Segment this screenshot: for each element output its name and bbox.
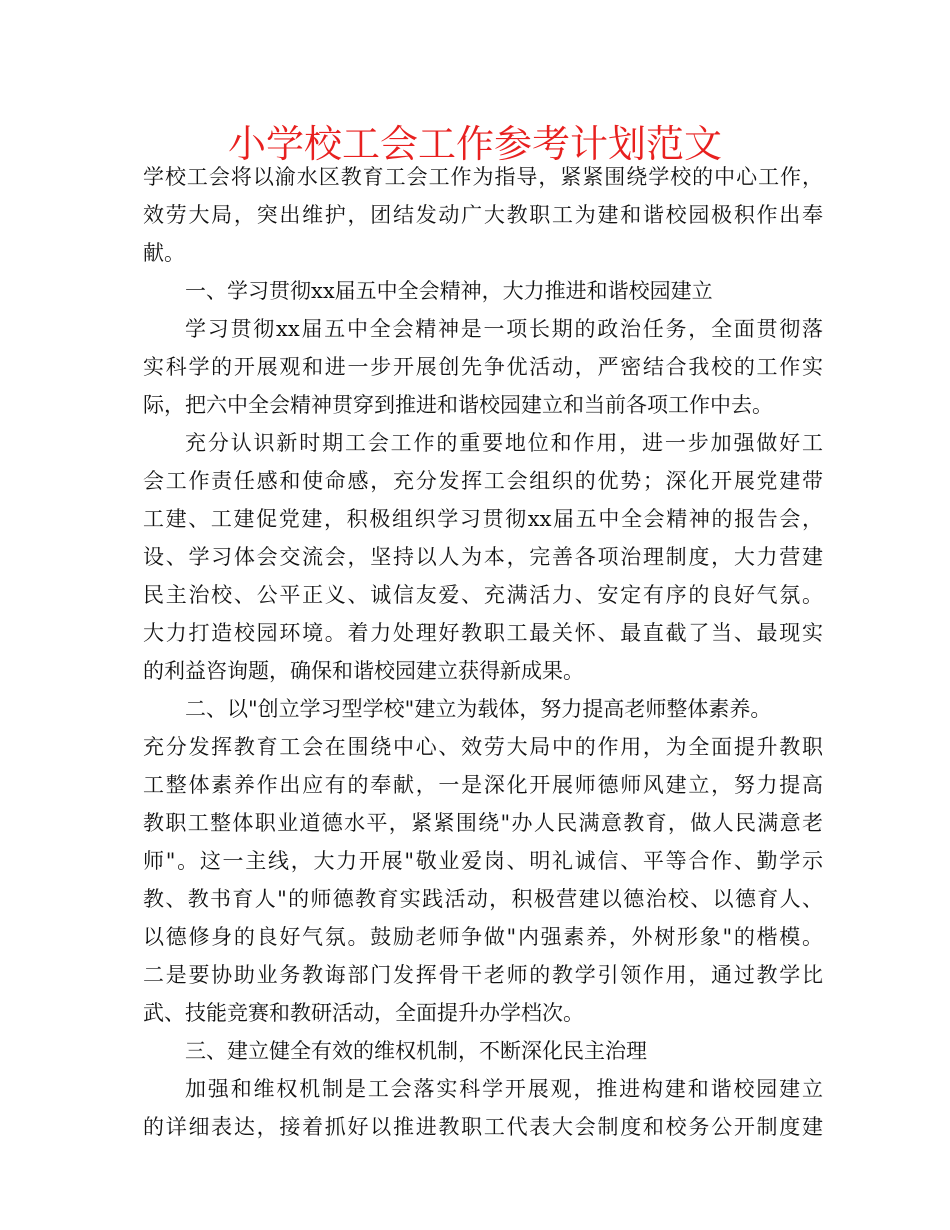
text-line: 师"。这一主线，大力开展"敬业爱岗、明礼诚信、平等合作、勤学示	[143, 849, 823, 873]
text-line: 会工作责任感和使命感，充分发挥工会组织的优势；深化开展党建带	[143, 469, 823, 493]
text-line: 学校工会将以渝水区教育工会工作为指导，紧紧围绕学校的中心工作，	[143, 165, 823, 189]
text-line: 教、教书育人"的师德教育实践活动，积极营建以德治校、以德育人、	[143, 887, 823, 911]
text-line: 以德修身的良好气氛。鼓励老师争做"内强素养，外树形象"的楷模。	[143, 925, 823, 949]
text-line: 大力打造校园环境。着力处理好教职工最关怀、最直截了当、最现实	[143, 621, 823, 645]
document-body	[143, 158, 823, 1146]
text-line: 加强和维权机制是工会落实科学开展观，推进构建和谐校园建立	[185, 1077, 823, 1101]
text-line: 三、建立健全有效的维权机制，不断深化民主治理	[185, 1039, 647, 1063]
text-line: 民主治校、公平正义、诚信友爱、充满活力、安定有序的良好气氛。	[143, 583, 823, 607]
text-line: 充分认识新时期工会工作的重要地位和作用，进一步加强做好工	[185, 431, 823, 455]
text-line: 二是要协助业务教诲部门发挥骨干老师的教学引领作用，通过教学比	[143, 963, 823, 987]
text-line: 际，把六中全会精神贯穿到推进和谐校园建立和当前各项工作中去。	[143, 393, 773, 417]
text-line: 充分发挥教育工会在围绕中心、效劳大局中的作用，为全面提升教职	[143, 735, 823, 759]
text-line: 设、学习体会交流会，坚持以人为本，完善各项治理制度，大力营建	[143, 545, 823, 569]
text-line: 一、学习贯彻xx届五中全会精神，大力推进和谐校园建立	[185, 279, 713, 303]
text-line: 的详细表达，接着抓好以推进教职工代表大会制度和校务公开制度建	[143, 1115, 823, 1139]
text-line: 教职工整体职业道德水平，紧紧围绕"办人民满意教育，做人民满意老	[143, 811, 823, 835]
text-line: 二、以"创立学习型学校"建立为载体，努力提高老师整体素养。	[185, 697, 772, 721]
document-title: 小学校工会工作参考计划范文	[227, 122, 722, 166]
text-line: 学习贯彻xx届五中全会精神是一项长期的政治任务，全面贯彻落	[185, 317, 823, 341]
text-line: 武、技能竞赛和教研活动，全面提升办学档次。	[143, 1001, 584, 1025]
text-line: 实科学的开展观和进一步开展创先争优活动，严密结合我校的工作实	[143, 355, 823, 379]
text-line: 的利益咨询题，确保和谐校园建立获得新成果。	[143, 659, 584, 683]
text-line: 效劳大局，突出维护，团结发动广大教职工为建和谐校园极积作出奉	[143, 203, 823, 227]
text-line: 工建、工建促党建，积极组织学习贯彻xx届五中全会精神的报告会，	[143, 507, 823, 531]
text-line: 献。	[143, 241, 185, 265]
text-line: 工整体素养作出应有的奉献，一是深化开展师德师风建立，努力提高	[143, 773, 823, 797]
